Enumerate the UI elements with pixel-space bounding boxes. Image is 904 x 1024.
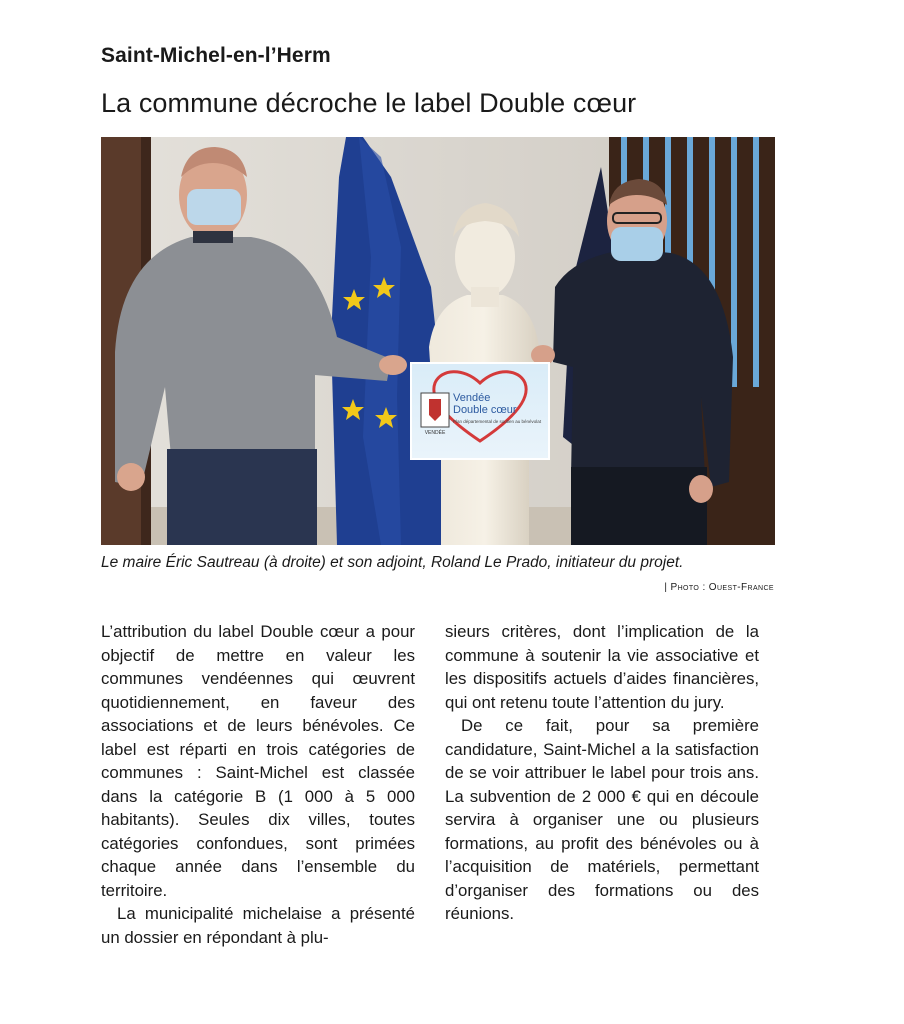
sign-line1: Vendée (453, 392, 491, 404)
article-headline: La commune décroche le label Double cœur (101, 88, 637, 118)
double-coeur-sign (411, 363, 549, 459)
sign-line2: Double cœur (453, 404, 517, 416)
sign-subtitle: Plan départemental de soutien au bénévolat (453, 419, 542, 424)
photo-credit: | Photo : Ouest-France (664, 582, 774, 593)
body-paragraph: L’attribution du label Double cœur a pour objectif de mettre en valeur les communes vendéennes qui œuvrent quotidiennement, en faveur des associations et de leurs bénévoles. Ce label est réparti en trois catégories de communes : Saint-Michel est classée dans la catégorie B (1 000 à 5 000 habitants). Seules dix villes, toutes catégories confondues, sont primées chaque année dans l’ensemble du territoire. (101, 622, 415, 900)
article-column-left (101, 620, 415, 949)
article-kicker: Saint-Michel-en-l’Herm (101, 44, 331, 67)
article-photo (101, 137, 775, 545)
sign-badge: VENDÉE (424, 430, 446, 436)
body-paragraph: De ce fait, pour sa première candidature, Saint-Michel a la satisfaction de se voir attribuer le label pour trois ans. La subvention de 2 000 € qui en découle servira à organiser une ou plusieurs formations, au profit des bénévoles ou à l’acquisition de matériels, permettant d’organiser des formations ou des réunions. (445, 716, 759, 923)
body-paragraph: sieurs critères, dont l’implication de la commune à soutenir la vie associative et les dispositifs actuels d’aides financières, qui ont retenu toute l’attention du jury. (445, 622, 759, 712)
body-paragraph: La municipalité michelaise a présenté un dossier en répondant à plu- (101, 904, 415, 947)
article-column-right (445, 620, 759, 926)
photo-caption: Le maire Éric Sautreau (à droite) et son adjoint, Roland Le Prado, initiateur du projet. (101, 554, 684, 571)
